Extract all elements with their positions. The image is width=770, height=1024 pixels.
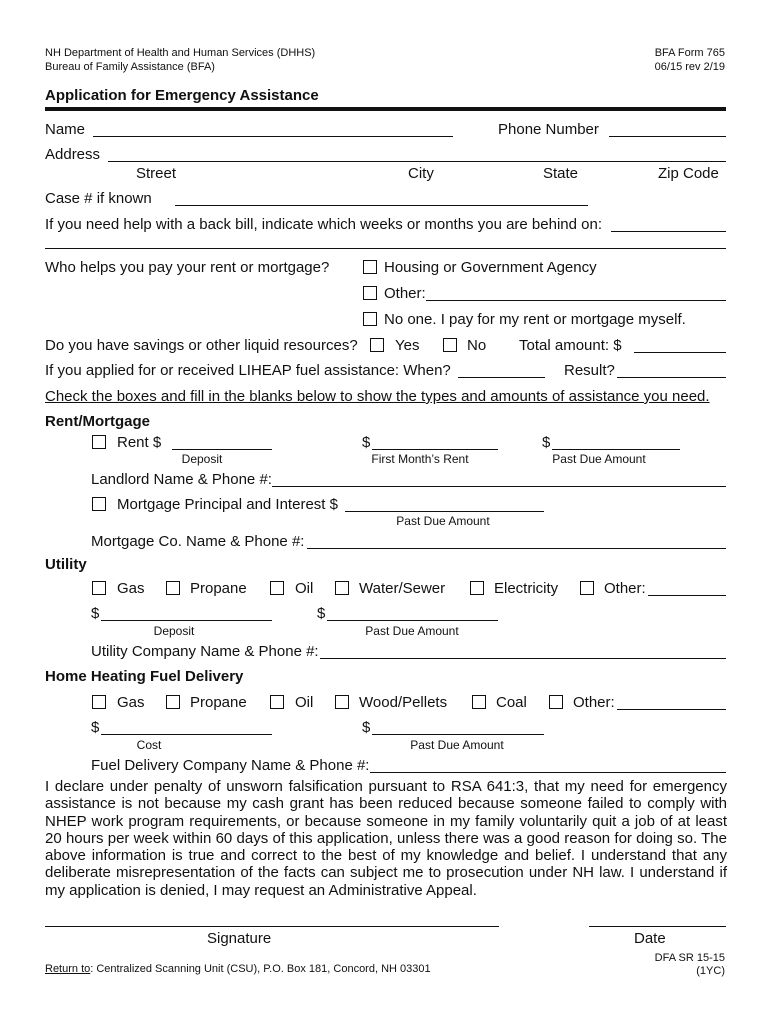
utility-heading: Utility bbox=[45, 556, 87, 573]
fuel-oil-checkbox[interactable] bbox=[270, 695, 284, 709]
utility-deposit-caption: Deposit bbox=[153, 624, 195, 638]
fuel-coal-checkbox[interactable] bbox=[472, 695, 486, 709]
fuel-heading: Home Heating Fuel Delivery bbox=[45, 668, 244, 685]
savings-total-label: Total amount: $ bbox=[519, 337, 622, 354]
rent-help-other-label: Other: bbox=[384, 285, 426, 302]
rent-deposit-caption: Deposit bbox=[181, 452, 223, 466]
form-revision: 06/15 rev 2/19 bbox=[654, 61, 725, 73]
back-bill-label: If you need help with a back bill, indicate which weeks or months you are behind on: bbox=[45, 216, 602, 233]
liheap-result-label: Result? bbox=[564, 362, 615, 379]
landlord-field[interactable] bbox=[272, 486, 726, 487]
utility-company-label: Utility Company Name & Phone #: bbox=[91, 643, 319, 660]
rent-help-other-checkbox[interactable] bbox=[363, 286, 377, 300]
savings-yes-checkbox[interactable] bbox=[370, 338, 384, 352]
date-label: Date bbox=[634, 930, 666, 947]
mortgage-company-label: Mortgage Co. Name & Phone #: bbox=[91, 533, 305, 550]
bureau-name: Bureau of Family Assistance (BFA) bbox=[45, 61, 215, 73]
fuel-other-field[interactable] bbox=[617, 709, 726, 710]
rent-past-due-field[interactable] bbox=[552, 449, 680, 450]
fuel-other-label: Other: bbox=[573, 694, 615, 711]
address-label: Address bbox=[45, 146, 101, 163]
fuel-gas-checkbox[interactable] bbox=[92, 695, 106, 709]
case-number-label: Case # if known bbox=[45, 190, 152, 207]
fuel-cost-field[interactable] bbox=[101, 734, 272, 735]
fuel-other-checkbox[interactable] bbox=[549, 695, 563, 709]
fuel-propane-label: Propane bbox=[190, 694, 247, 711]
mortgage-past-due-caption: Past Due Amount bbox=[396, 514, 490, 528]
signature-field[interactable] bbox=[45, 926, 499, 927]
name-label: Name bbox=[45, 121, 86, 138]
liheap-result-field[interactable] bbox=[617, 377, 726, 378]
address-field[interactable] bbox=[108, 161, 726, 162]
name-field[interactable] bbox=[93, 136, 453, 137]
footer-code-2: (1YC) bbox=[696, 965, 725, 977]
fuel-propane-checkbox[interactable] bbox=[166, 695, 180, 709]
case-number-field[interactable] bbox=[175, 205, 588, 206]
utility-propane-checkbox[interactable] bbox=[166, 581, 180, 595]
fuel-wood-pellets-label: Wood/Pellets bbox=[359, 694, 448, 711]
fuel-cost-dollar: $ bbox=[91, 719, 100, 736]
rent-checkbox[interactable] bbox=[92, 435, 106, 449]
utility-other-field[interactable] bbox=[648, 595, 726, 596]
mortgage-company-field[interactable] bbox=[307, 548, 726, 549]
fuel-cost-caption: Cost bbox=[136, 738, 162, 752]
utility-deposit-field[interactable] bbox=[101, 620, 272, 621]
rent-past-due-dollar: $ bbox=[542, 434, 551, 451]
back-bill-field[interactable] bbox=[611, 231, 726, 232]
savings-yes-label: Yes bbox=[395, 337, 420, 354]
instructions: Check the boxes and fill in the blanks below to show the types and amounts of assistance you need. bbox=[45, 388, 710, 405]
self-pay-checkbox[interactable] bbox=[363, 312, 377, 326]
housing-agency-label: Housing or Government Agency bbox=[384, 259, 597, 276]
phone-field[interactable] bbox=[609, 136, 726, 137]
form-title: Application for Emergency Assistance bbox=[45, 87, 319, 104]
fuel-past-due-caption: Past Due Amount bbox=[410, 738, 504, 752]
mortgage-past-due-field[interactable] bbox=[345, 511, 544, 512]
declaration-paragraph: I declare under penalty of unsworn falsification pursuant to RSA 641:3, that my need for emergency assistance is not because my cash grant has been reduced because someone failed to comply with NHEP work program requirements, or because someone in my family voluntarily quit a job of at least 20 hours per week within 60 days of this application, unless there was a good reason for doing so. The above information is true and correct to the best of my knowledge and belief. I understand that any deliberate misrepresentation of the facts can subject me to prosecution under NH law. I understand if my application is denied, I may request an Administrative Appeal. bbox=[45, 778, 727, 899]
rent-label: Rent $ bbox=[117, 434, 162, 451]
back-bill-field-2[interactable] bbox=[45, 248, 726, 249]
state-caption: State bbox=[543, 165, 579, 182]
liheap-when-field[interactable] bbox=[458, 377, 545, 378]
liheap-question: If you applied for or received LIHEAP fuel assistance: When? bbox=[45, 362, 451, 379]
return-to-label: Return to bbox=[45, 963, 91, 975]
utility-past-due-dollar: $ bbox=[317, 605, 326, 622]
rent-help-other-field[interactable] bbox=[426, 300, 726, 301]
mortgage-label: Mortgage Principal and Interest $ bbox=[117, 496, 338, 513]
utility-gas-checkbox[interactable] bbox=[92, 581, 106, 595]
utility-company-field[interactable] bbox=[320, 658, 726, 659]
fuel-past-due-field[interactable] bbox=[372, 734, 544, 735]
utility-deposit-dollar: $ bbox=[91, 605, 100, 622]
utility-electricity-checkbox[interactable] bbox=[470, 581, 484, 595]
utility-past-due-field[interactable] bbox=[327, 620, 498, 621]
fuel-past-due-dollar: $ bbox=[362, 719, 371, 736]
utility-other-checkbox[interactable] bbox=[580, 581, 594, 595]
phone-label: Phone Number bbox=[498, 121, 599, 138]
first-month-rent-field[interactable] bbox=[372, 449, 498, 450]
utility-propane-label: Propane bbox=[190, 580, 247, 597]
housing-agency-checkbox[interactable] bbox=[363, 260, 377, 274]
self-pay-label: No one. I pay for my rent or mortgage myself. bbox=[384, 311, 686, 328]
fuel-gas-label: Gas bbox=[117, 694, 145, 711]
fuel-company-label: Fuel Delivery Company Name & Phone #: bbox=[91, 757, 370, 774]
landlord-label: Landlord Name & Phone #: bbox=[91, 471, 272, 488]
rent-mortgage-heading: Rent/Mortgage bbox=[45, 413, 150, 430]
street-caption: Street bbox=[136, 165, 177, 182]
utility-water-sewer-label: Water/Sewer bbox=[359, 580, 446, 597]
savings-no-checkbox[interactable] bbox=[443, 338, 457, 352]
rent-help-question: Who helps you pay your rent or mortgage? bbox=[45, 259, 330, 276]
city-caption: City bbox=[408, 165, 434, 182]
fuel-company-field[interactable] bbox=[370, 772, 726, 773]
fuel-oil-label: Oil bbox=[295, 694, 314, 711]
fuel-coal-label: Coal bbox=[496, 694, 527, 711]
footer-code: DFA SR 15-15 bbox=[654, 952, 725, 964]
first-month-dollar: $ bbox=[362, 434, 371, 451]
utility-oil-label: Oil bbox=[295, 580, 314, 597]
signature-label: Signature bbox=[207, 930, 272, 947]
fuel-wood-pellets-checkbox[interactable] bbox=[335, 695, 349, 709]
form-number: BFA Form 765 bbox=[654, 47, 725, 59]
utility-water-sewer-checkbox[interactable] bbox=[335, 581, 349, 595]
savings-no-label: No bbox=[467, 337, 487, 354]
savings-total-field[interactable] bbox=[634, 352, 726, 353]
zip-caption: Zip Code bbox=[658, 165, 719, 182]
utility-gas-label: Gas bbox=[117, 580, 145, 597]
utility-other-label: Other: bbox=[604, 580, 646, 597]
return-address bbox=[45, 963, 431, 975]
department-name: NH Department of Health and Human Services (DHHS) bbox=[45, 47, 316, 59]
date-field[interactable] bbox=[589, 926, 726, 927]
rent-deposit-field[interactable] bbox=[172, 449, 272, 450]
utility-oil-checkbox[interactable] bbox=[270, 581, 284, 595]
savings-question: Do you have savings or other liquid resources? bbox=[45, 337, 358, 354]
utility-past-due-caption: Past Due Amount bbox=[365, 624, 459, 638]
mortgage-checkbox[interactable] bbox=[92, 497, 106, 511]
first-month-rent-caption: First Month’s Rent bbox=[371, 452, 469, 466]
return-address-text: : Centralized Scanning Unit (CSU), P.O. Box 181, Concord, NH 03301 bbox=[90, 963, 431, 975]
title-rule bbox=[45, 107, 726, 111]
rent-past-due-caption: Past Due Amount bbox=[552, 452, 646, 466]
utility-electricity-label: Electricity bbox=[494, 580, 559, 597]
